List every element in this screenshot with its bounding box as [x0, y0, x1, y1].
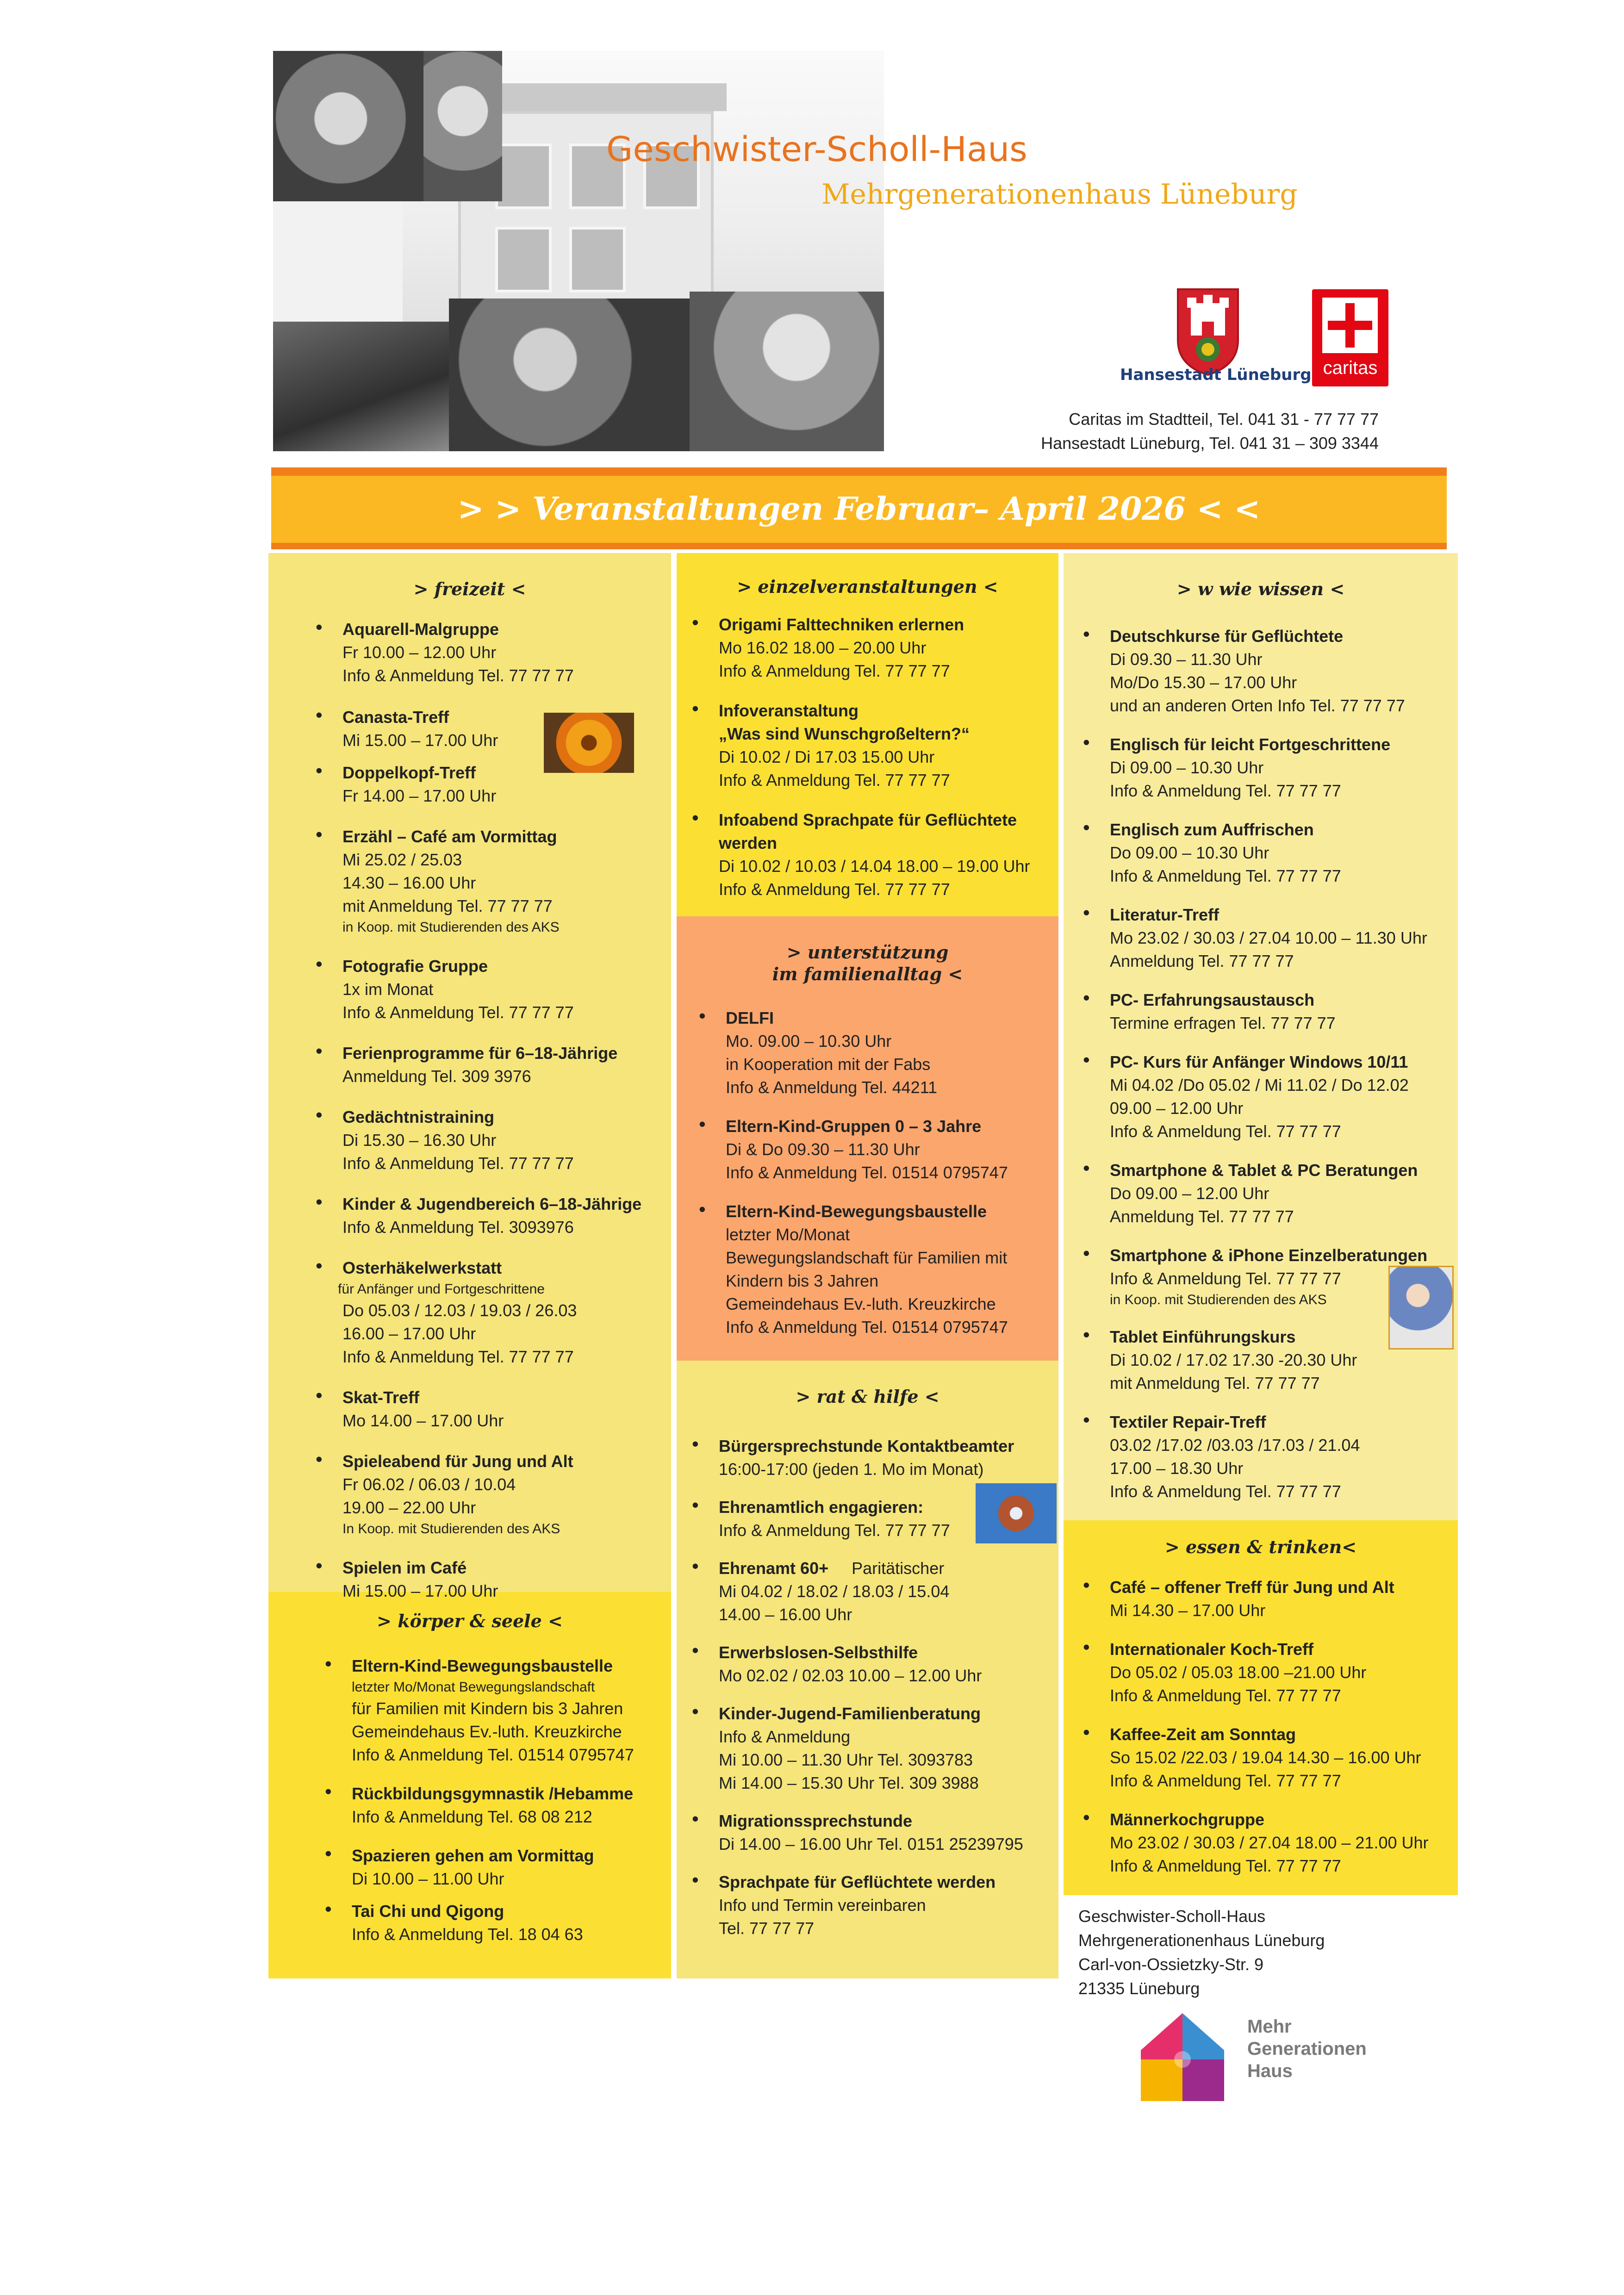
item-title: • Infoabend Sprachpate für Geflüchtete — [719, 810, 1017, 829]
section-heading-familienalltag: im familienalltag < — [772, 964, 963, 984]
list-item — [692, 1435, 1023, 1481]
item-line: 16.00 – 17.00 Uhr — [342, 1324, 476, 1343]
item-line: 14.30 – 16.00 Uhr — [342, 873, 476, 892]
list-item — [325, 1654, 634, 1766]
mehrgenerationenhaus-logo-text — [1247, 2015, 1367, 2082]
koerper-list — [325, 1654, 634, 1946]
section-heading-einzelveranstaltungen: > einzelveranstaltungen < — [737, 576, 998, 597]
item-line: 14.00 – 16.00 Uhr — [719, 1605, 852, 1624]
item-line: Mo/Do 15.30 – 17.00 Uhr — [1110, 673, 1297, 692]
item-line: Do 09.00 – 12.00 Uhr — [1110, 1184, 1269, 1203]
item-title: • Smartphone & Tablet & PC Beratungen — [1110, 1161, 1418, 1180]
item-title: • Eltern-Kind-Gruppen 0 – 3 Jahre — [726, 1117, 982, 1136]
item-line: Gemeindehaus Ev.-luth. Kreuzkirche — [352, 1722, 622, 1741]
item-line: Bewegungslandschaft für Familien mit — [726, 1248, 1008, 1267]
item-line: Mi 10.00 – 11.30 Uhr Tel. 3093783 — [719, 1750, 973, 1769]
list-item — [316, 955, 641, 1024]
hands-circle-photo — [976, 1483, 1057, 1543]
contact-caritas: Caritas im Stadtteil, Tel. 041 31 - 77 77 77 — [1069, 410, 1379, 429]
list-item — [1083, 1808, 1429, 1878]
list-item — [1083, 1325, 1427, 1395]
banner-bottom-stripe — [271, 543, 1447, 549]
item-line: Info & Anmeldung Tel. 77 77 77 — [719, 1521, 950, 1540]
list-item — [316, 1106, 641, 1175]
item-line: Fr 14.00 – 17.00 Uhr — [342, 786, 497, 805]
list-item — [1083, 1638, 1429, 1707]
list-item — [699, 1115, 1008, 1184]
item-line: 1x im Monat — [342, 980, 434, 999]
item-line: Info & Anmeldung — [719, 1727, 851, 1746]
list-item — [1083, 903, 1427, 973]
list-item — [316, 618, 641, 687]
list-item — [1083, 625, 1427, 717]
item-line: Info & Anmeldung Tel. 18 04 63 — [352, 1925, 583, 1944]
item-line: Info & Anmeldung Tel. 77 77 77 — [719, 771, 950, 790]
item-line: Info & Anmeldung Tel. 77 77 77 — [342, 1347, 574, 1366]
item-line: Mi 15.00 – 17.00 Uhr — [342, 731, 498, 750]
item-line: Info und Termin vereinbaren — [719, 1896, 926, 1915]
item-line: Di 10.00 – 11.00 Uhr — [352, 1869, 504, 1888]
list-item — [316, 1042, 641, 1088]
hansestadt-logo-text: Hansestadt Lüneburg — [1120, 366, 1312, 384]
item-line: Di & Do 09.30 – 11.30 Uhr — [726, 1140, 920, 1159]
item-line: Info & Anmeldung Tel. 68 08 212 — [352, 1807, 592, 1826]
item-title: • Literatur-Treff — [1110, 905, 1220, 924]
list-item — [1083, 733, 1427, 802]
list-item — [692, 1702, 1023, 1795]
item-line: Di 09.00 – 10.30 Uhr — [1110, 758, 1264, 777]
list-item — [325, 1900, 634, 1946]
item-line: Mo 23.02 / 30.03 / 27.04 10.00 – 11.30 Uhr — [1110, 928, 1427, 947]
item-title: • Rückbildungsgymnastik /Hebamme — [352, 1784, 634, 1803]
item-line: So 15.02 /22.03 / 19.04 14.30 – 16.00 Uhr — [1110, 1748, 1421, 1767]
item-title: • Sprachpate für Geflüchtete werden — [719, 1872, 996, 1891]
list-item — [1083, 1244, 1427, 1310]
list-item — [325, 1844, 634, 1891]
item-title: • Spielen im Café — [342, 1558, 467, 1577]
item-note: in Koop. mit Studierenden des AKS — [342, 920, 560, 935]
item-title: werden — [719, 833, 778, 852]
item-title: • Origami Falttechniken erlernen — [719, 615, 964, 634]
list-item — [325, 1782, 634, 1829]
item-title: • Bürgersprechstunde Kontaktbeamter — [719, 1437, 1014, 1455]
essen-list — [1083, 1576, 1429, 1878]
item-title: • Ferienprogramme für 6–18-Jährige — [342, 1044, 618, 1063]
item-line: Info & Anmeldung Tel. 01514 0795747 — [726, 1318, 1008, 1337]
item-line: Mi 15.00 – 17.00 Uhr — [342, 1581, 498, 1600]
list-item — [692, 1557, 1023, 1626]
item-line: Tel. 77 77 77 — [719, 1919, 815, 1938]
item-title-main: Ehrenamt 60+ — [719, 1559, 829, 1578]
section-heading-rat-hilfe: > rat & hilfe < — [796, 1386, 940, 1407]
list-item — [692, 1641, 1023, 1687]
item-line: Info & Anmeldung Tel. 01514 0795747 — [352, 1745, 634, 1764]
item-title: • PC- Kurs für Anfänger Windows 10/11 — [1110, 1052, 1408, 1071]
item-title: • Erwerbslosen-Selbsthilfe — [719, 1643, 918, 1662]
item-line: Mi 25.02 / 25.03 — [342, 850, 462, 869]
item-note: In Koop. mit Studierenden des AKS — [342, 1521, 560, 1536]
list-item — [692, 613, 1030, 683]
item-line: 16:00-17:00 (jeden 1. Mo im Monat) — [719, 1460, 984, 1479]
list-item — [692, 809, 1030, 901]
mgh-logo-line: Haus — [1247, 2061, 1293, 2081]
item-line: Mo. 09.00 – 10.30 Uhr — [726, 1032, 892, 1051]
item-title: • Internationaler Koch-Treff — [1110, 1640, 1314, 1659]
item-line: Anmeldung Tel. 77 77 77 — [1110, 952, 1294, 970]
item-title: • Spazieren gehen am Vormittag — [352, 1846, 594, 1865]
item-line: Info & Anmeldung Tel. 44211 — [726, 1078, 938, 1097]
contact-hansestadt: Hansestadt Lüneburg, Tel. 041 31 – 309 3344 — [1041, 434, 1379, 453]
item-title: • Erzähl – Café am Vormittag — [342, 827, 557, 846]
item-title: • Männerkochgruppe — [1110, 1810, 1265, 1829]
item-title: • Osterhäkelwerkstatt — [342, 1258, 502, 1277]
item-title: • Eltern-Kind-Bewegungsbaustelle — [352, 1656, 613, 1675]
item-line: 03.02 /17.02 /03.03 /17.03 / 21.04 — [1110, 1436, 1360, 1455]
list-item — [1083, 1159, 1427, 1228]
caritas-logo-text: caritas — [1323, 358, 1378, 378]
item-line: Di 14.00 – 16.00 Uhr Tel. 0151 25239795 — [719, 1835, 1023, 1853]
item-title: • Eltern-Kind-Bewegungsbaustelle — [726, 1202, 987, 1221]
caritas-cross-icon — [1322, 298, 1378, 353]
item-line: Info & Anmeldung Tel. 77 77 77 — [342, 666, 574, 685]
item-title: • Smartphone & iPhone Einzelberatungen — [1110, 1246, 1428, 1265]
contact-block — [1041, 407, 1379, 455]
item-line: Info & Anmeldung Tel. 77 77 77 — [719, 880, 950, 899]
section-heading-unterstuetzung: > unterstützung — [786, 942, 949, 963]
address-line: 21335 Lüneburg — [1078, 1979, 1200, 1998]
caritas-logo — [1312, 289, 1388, 386]
item-line: Mo 16.02 18.00 – 20.00 Uhr — [719, 638, 927, 657]
item-line: Mi 14.00 – 15.30 Uhr Tel. 309 3988 — [719, 1773, 979, 1792]
item-note: für Anfänger und Fortgeschrittene — [338, 1281, 545, 1297]
item-line: Info & Anmeldung Tel. 77 77 77 — [1110, 1482, 1341, 1501]
item-line: Gemeindehaus Ev.-luth. Kreuzkirche — [726, 1294, 996, 1313]
list-item — [692, 1871, 1023, 1940]
item-line: letzter Mo/Monat — [726, 1225, 850, 1244]
item-note: letzter Mo/Monat Bewegungslandschaft — [352, 1679, 595, 1695]
item-title: • Tai Chi und Qigong — [352, 1902, 504, 1921]
item-title: • Ehrenamtlich engagieren: — [719, 1498, 924, 1517]
item-line: Info & Anmeldung Tel. 77 77 77 — [1110, 1269, 1341, 1288]
item-line: Fr 06.02 / 06.03 / 10.04 — [342, 1475, 516, 1494]
address-line: Carl-von-Ossietzky-Str. 9 — [1078, 1955, 1264, 1974]
item-line: Info & Anmeldung Tel. 77 77 77 — [1110, 866, 1341, 885]
item-note: in Koop. mit Studierenden des AKS — [1110, 1292, 1327, 1307]
seniors-computer-photo — [1388, 1266, 1454, 1350]
item-title: • Kinder & Jugendbereich 6–18-Jährige — [342, 1194, 642, 1213]
list-item — [699, 1200, 1008, 1339]
item-line: Anmeldung Tel. 77 77 77 — [1110, 1207, 1294, 1226]
item-line: Termine erfragen Tel. 77 77 77 — [1110, 1014, 1336, 1032]
item-title: • Kaffee-Zeit am Sonntag — [1110, 1725, 1296, 1744]
item-line: Mo 23.02 / 30.03 / 27.04 18.00 – 21.00 Uhr — [1110, 1833, 1429, 1852]
list-item — [316, 825, 641, 937]
item-line: Di 15.30 – 16.30 Uhr — [342, 1131, 497, 1150]
address-block — [1078, 1904, 1325, 2001]
list-item — [316, 1193, 641, 1239]
banner-title: > > Veranstaltungen Februar– April 2026 < < — [457, 491, 1261, 528]
list-item — [1083, 989, 1427, 1035]
item-line: und an anderen Orten Info Tel. 77 77 77 — [1110, 696, 1405, 715]
item-line: Do 09.00 – 10.30 Uhr — [1110, 843, 1269, 862]
photo-crafting-group — [449, 299, 690, 451]
item-line: Do 05.03 / 12.03 / 19.03 / 26.03 — [342, 1301, 577, 1320]
item-title: • Textiler Repair-Treff — [1110, 1412, 1266, 1431]
item-line: Info & Anmeldung Tel. 77 77 77 — [1110, 781, 1341, 800]
item-line: Di 10.02 / Di 17.03 15.00 Uhr — [719, 747, 935, 766]
list-item — [316, 1386, 641, 1432]
item-line: Mo 14.00 – 17.00 Uhr — [342, 1411, 504, 1430]
section-heading-essen-trinken: > essen & trinken< — [1164, 1536, 1357, 1557]
wissen-list — [1083, 625, 1427, 1503]
mgh-logo-line: Mehr — [1247, 2016, 1292, 2037]
page-title: Geschwister-Scholl-Haus — [606, 130, 1027, 169]
list-item — [692, 699, 1030, 792]
item-line: Di 10.02 / 17.02 17.30 -20.30 Uhr — [1110, 1350, 1357, 1369]
item-title — [719, 1557, 1023, 1580]
address-line: Mehrgenerationenhaus Lüneburg — [1078, 1931, 1325, 1950]
item-title: • Infoveranstaltung — [719, 701, 859, 720]
item-line: mit Anmeldung Tel. 77 77 77 — [1110, 1374, 1320, 1393]
item-title: • Aquarell-Malgruppe — [342, 620, 499, 639]
list-item — [692, 1810, 1023, 1856]
item-title-extra: Paritätischer — [828, 1559, 945, 1578]
banner-top-stripe — [271, 467, 1447, 476]
item-line: Info & Anmeldung Tel. 77 77 77 — [719, 661, 950, 680]
item-line: Info & Anmeldung Tel. 77 77 77 — [342, 1003, 574, 1022]
section-heading-w-wie-wissen: > w wie wissen < — [1176, 578, 1345, 599]
list-item — [1083, 1411, 1427, 1503]
list-item — [692, 1496, 1023, 1542]
unterstuetzung-list — [699, 1007, 1008, 1339]
list-item — [1083, 1576, 1429, 1622]
item-title: „Was sind Wunschgroßeltern?“ — [719, 724, 970, 743]
item-title: • Canasta-Treff — [342, 708, 449, 727]
item-line: Anmeldung Tel. 309 3976 — [342, 1067, 531, 1086]
list-item — [316, 1556, 641, 1603]
rat-list — [692, 1435, 1023, 1940]
item-line: für Familien mit Kindern bis 3 Jahren — [352, 1699, 623, 1718]
item-line: Kindern bis 3 Jahren — [726, 1271, 879, 1290]
section-heading-freizeit: > freizeit < — [413, 578, 526, 599]
photo-group-table — [273, 322, 449, 451]
item-line: 17.00 – 18.30 Uhr — [1110, 1459, 1244, 1478]
item-line: Mi 14.30 – 17.00 Uhr — [1110, 1601, 1266, 1620]
item-title: • Fotografie Gruppe — [342, 957, 488, 976]
item-line: 09.00 – 12.00 Uhr — [1110, 1099, 1244, 1118]
item-title: • Deutschkurse für Geflüchtete — [1110, 627, 1344, 646]
list-item — [316, 1450, 641, 1539]
item-title: • Englisch zum Auffrischen — [1110, 820, 1314, 839]
item-title: • Kinder-Jugend-Familienberatung — [719, 1704, 981, 1723]
item-line: Mi 04.02 / 18.02 / 18.03 / 15.04 — [719, 1582, 950, 1601]
item-line: Mo 02.02 / 02.03 10.00 – 12.00 Uhr — [719, 1666, 982, 1685]
section-heading-koerper-seele: > körper & seele < — [377, 1611, 563, 1631]
photo-young-woman — [423, 51, 502, 201]
item-line: Info & Anmeldung Tel. 77 77 77 — [1110, 1686, 1341, 1705]
item-title: • DELFI — [726, 1008, 774, 1027]
mgh-logo-line: Generationen — [1247, 2039, 1367, 2059]
item-title: • Tablet Einführungskurs — [1110, 1327, 1296, 1346]
mehrgenerationenhaus-house-icon — [1136, 2009, 1229, 2106]
header-photo-collage — [273, 51, 884, 451]
hansestadt-coat-of-arms-icon — [1173, 285, 1243, 377]
item-line: Di 09.30 – 11.30 Uhr — [1110, 650, 1263, 669]
item-line: Info & Anmeldung Tel. 77 77 77 — [1110, 1122, 1341, 1141]
item-line: Info & Anmeldung Tel. 77 77 77 — [342, 1154, 574, 1173]
einzel-list — [692, 613, 1030, 901]
list-item — [1083, 1051, 1427, 1143]
item-line: Info & Anmeldung Tel. 01514 0795747 — [726, 1163, 1008, 1182]
item-title: • PC- Erfahrungsaustausch — [1110, 990, 1315, 1009]
item-title: • Spieleabend für Jung und Alt — [342, 1452, 573, 1471]
photo-senior-woman — [273, 51, 423, 201]
item-title: • Gedächtnistraining — [342, 1107, 495, 1126]
address-line: Geschwister-Scholl-Haus — [1078, 1907, 1266, 1926]
item-line: mit Anmeldung Tel. 77 77 77 — [342, 896, 553, 915]
item-line: Info & Anmeldung Tel. 77 77 77 — [1110, 1771, 1341, 1790]
item-title: • Englisch für leicht Fortgeschrittene — [1110, 735, 1391, 754]
item-line: Do 05.02 / 05.03 18.00 –21.00 Uhr — [1110, 1663, 1367, 1682]
item-title: • Doppelkopf-Treff — [342, 763, 476, 782]
item-title: • Café – offener Treff für Jung und Alt — [1110, 1578, 1394, 1597]
list-item — [316, 1256, 641, 1368]
item-line: Fr 10.00 – 12.00 Uhr — [342, 643, 497, 662]
page-subtitle: Mehrgenerationenhaus Lüneburg — [821, 178, 1298, 211]
sunflower-photo — [544, 713, 634, 773]
item-title: • Skat-Treff — [342, 1388, 420, 1407]
item-line: 19.00 – 22.00 Uhr — [342, 1498, 476, 1517]
item-line: Di 10.02 / 10.03 / 14.04 18.00 – 19.00 Uhr — [719, 857, 1030, 876]
list-item — [1083, 818, 1427, 888]
item-line: in Kooperation mit der Fabs — [726, 1055, 931, 1074]
list-item — [699, 1007, 1008, 1099]
item-line: Info & Anmeldung Tel. 3093976 — [342, 1218, 574, 1237]
item-line: Mi 04.02 /Do 05.02 / Mi 11.02 / Do 12.02 — [1110, 1076, 1409, 1095]
item-title: • Migrationssprechstunde — [719, 1811, 913, 1830]
photo-children-facepaint — [690, 292, 884, 451]
item-line: Info & Anmeldung Tel. 77 77 77 — [1110, 1856, 1341, 1875]
list-item — [1083, 1723, 1429, 1792]
